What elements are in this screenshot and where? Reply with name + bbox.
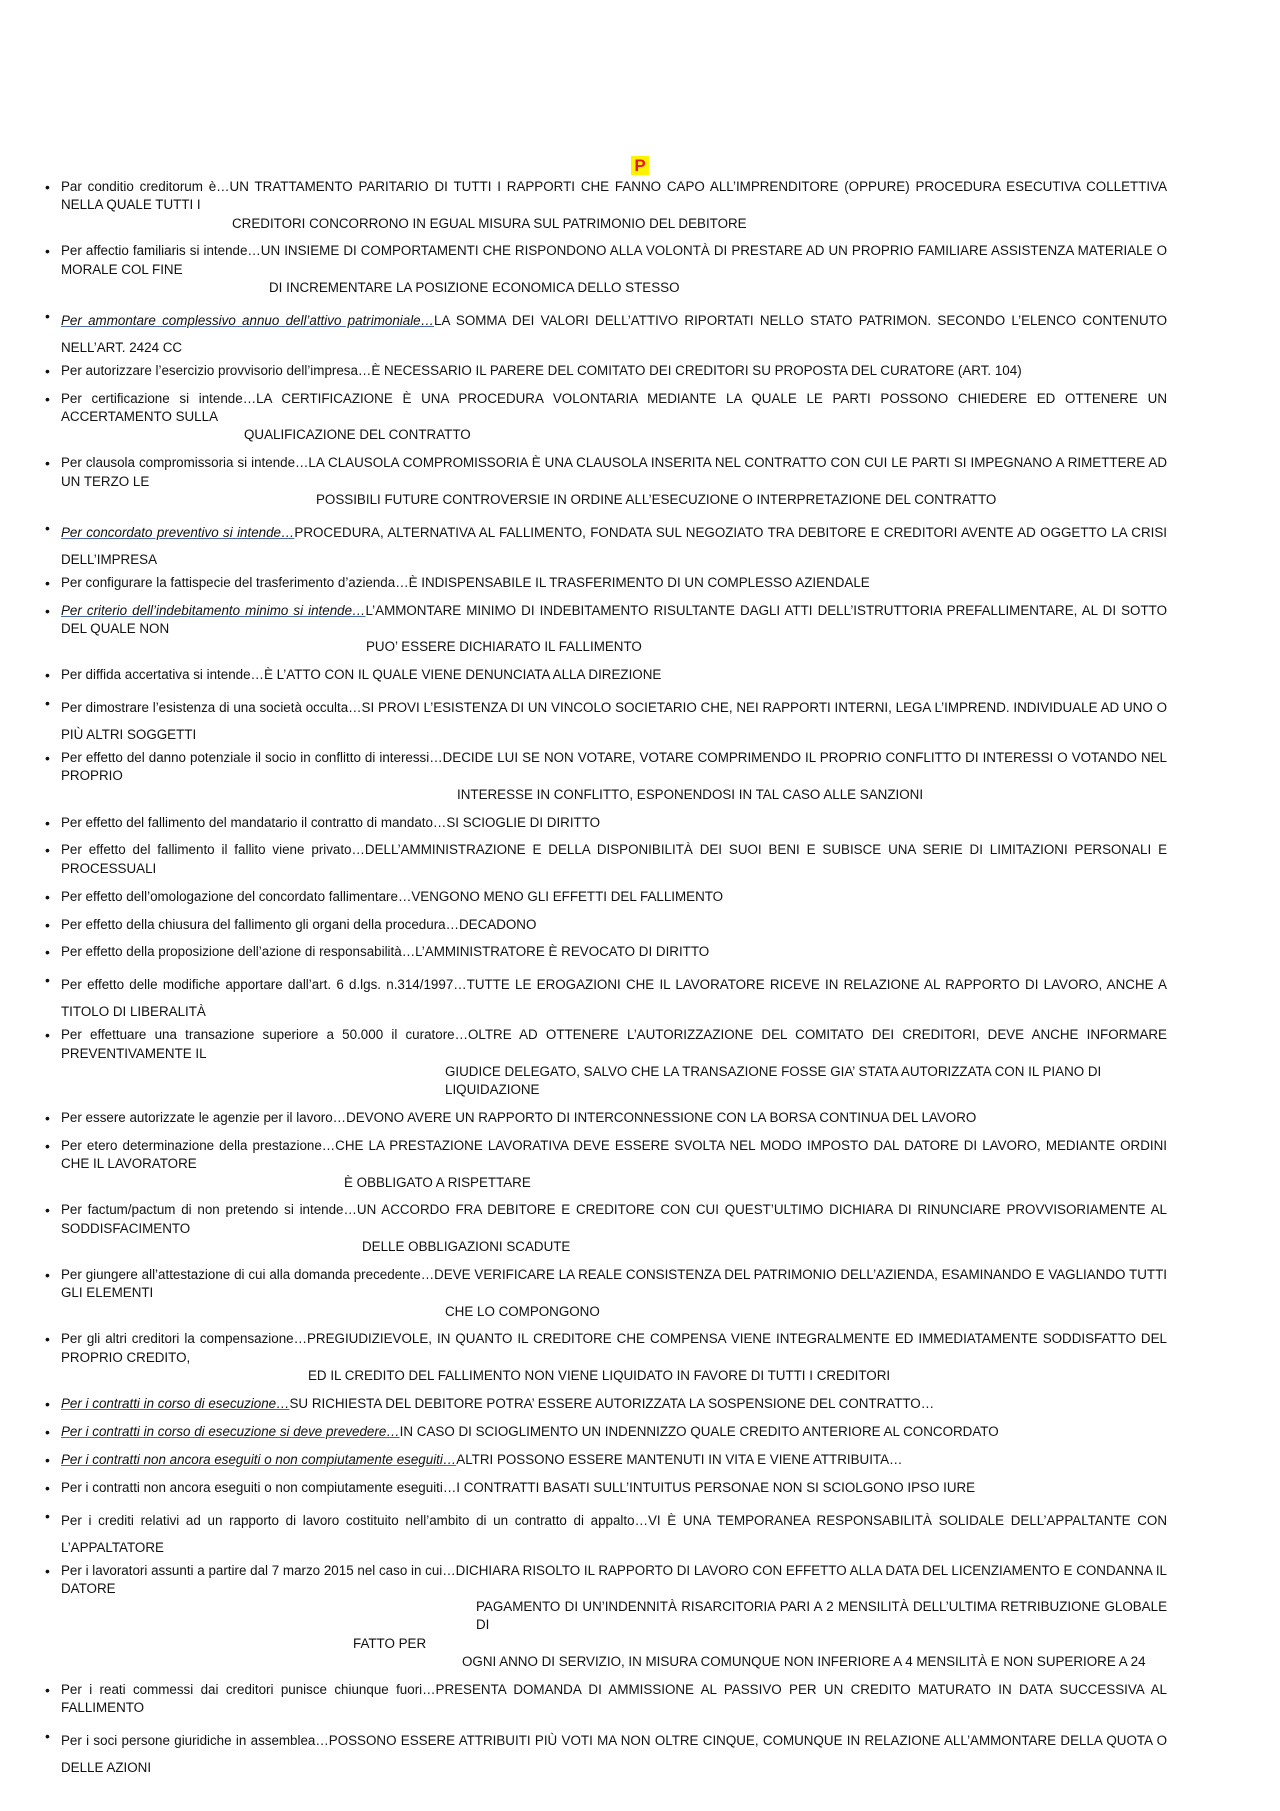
list-item: • Per i contratti non ancora eseguiti o non compiutamente eseguiti…I CONTRATTI BASATI SULL’INTUITUS PERSONAE NON SI SCIOLGONO IPSO IURE (45, 1479, 1167, 1497)
list-item: • Per i lavoratori assunti a partire dal 7 marzo 2015 nel caso in cui…DICHIARA RISOLTO IL RAPPORTO DI LAVORO CON EFFETTO ALLA DATA DEL LICENZIAMENTO E CONDANNA IL DATORE PAGAMENTO DI UN’INDENNITÀ RISARCITORIA PARI A 2 MENSILITÀ DELL’ULTIMA RETRIBUZIONE GLOBALE DI FATTO PER OGNI ANNO DI SERVIZIO, IN MISURA COMUNQUE NON INFERIORE A 4 MENSILITÀ E NON SUPERIORE A 24 (45, 1562, 1167, 1672)
list-item: • Per ammontare complessivo annuo dell’attivo patrimoniale…LA SOMMA DEI VALORI DELL’ATTIVO RIPORTATI NELLO STATO PATRIMON. SECONDO L’ELENCO CONTENUTO NELL’ART. 2424 CC (45, 307, 1167, 361)
list-item: • Per concordato preventivo si intende…PROCEDURA, ALTERNATIVA AL FALLIMENTO, FONDATA SUL NEGOZIATO TRA DEBITORE E CREDITORI AVENTE AD OGGETTO LA CRISI DELL’IMPRESA (45, 519, 1167, 573)
list-item: • Per effettuare una transazione superiore a 50.000 il curatore…OLTRE AD OTTENERE L’AUTORIZZAZIONE DEL COMITATO DEI CREDITORI, DEVE ANCHE INFORMARE PREVENTIVAMENTE IL GIUDICE DELEGATO, SALVO CHE LA TRANSAZIONE FOSSE GIA’ STATA AUTORIZZATA CON IL PIANO DI LIQUIDAZIONE (45, 1026, 1167, 1099)
list-item: • Per effetto delle modifiche apportare dall’art. 6 d.lgs. n.314/1997…TUTTE LE EROGAZIONI CHE IL LAVORATORE RICEVE IN RELAZIONE AL RAPPORTO DI LAVORO, ANCHE A TITOLO DI LIBERALITÀ (45, 971, 1167, 1025)
list-item: • Per i contratti non ancora eseguiti o non compiutamente eseguiti…ALTRI POSSONO ESSERE MANTENUTI IN VITA E VIENE ATTRIBUITA… (45, 1451, 1167, 1469)
list-item: • Per affectio familiaris si intende…UN INSIEME DI COMPORTAMENTI CHE RISPONDONO ALLA VOLONTÀ DI PRESTARE AD UN PROPRIO FAMILIARE ASSISTENZA MATERIALE O MORALE COL FINE DI INCREMENTARE LA POSIZIONE ECONOMICA DELLO STESSO (45, 242, 1167, 297)
list-item: • Per dimostrare l’esistenza di una società occulta…SI PROVI L’ESISTENZA DI UN VINCOLO SOCIETARIO CHE, NEI RAPPORTI INTERNI, LEGA L’IMPREND. INDIVIDUALE AD UNO O PIÙ ALTRI SOGGETTI (45, 694, 1167, 748)
list-item: • Per diffida accertativa si intende…È L’ATTO CON IL QUALE VIENE DENUNCIATA ALLA DIREZIONE (45, 666, 1167, 684)
list-item: • Per clausola compromissoria si intende…LA CLAUSOLA COMPROMISSORIA È UNA CLAUSOLA INSERITA NEL CONTRATTO CON CUI LE PARTI SI IMPEGNANO A RIMETTERE AD UN TERZO LE POSSIBILI FUTURE CONTROVERSIE IN ORDINE ALL’ESECUZIONE O INTERPRETAZIONE DEL CONTRATTO (45, 454, 1167, 509)
definitions-list (45, 178, 1167, 1782)
list-item: • Per effetto della chiusura del fallimento gli organi della procedura…DECADONO (45, 916, 1167, 934)
list-item: • Per i reati commessi dai creditori punisce chiunque fuori…PRESENTA DOMANDA DI AMMISSIONE AL PASSIVO PER UN CREDITO MATURATO IN DATA SUCCESSIVA AL FALLIMENTO (45, 1681, 1167, 1718)
list-item: • Per effetto del fallimento del mandatario il contratto di mandato…SI SCIOGLIE DI DIRITTO (45, 814, 1167, 832)
list-item: • Per i soci persone giuridiche in assemblea…POSSONO ESSERE ATTRIBUITI PIÙ VOTI MA NON OLTRE CINQUE, COMUNQUE IN RELAZIONE ALL’AMMONTARE DELLA QUOTA O DELLE AZIONI (45, 1727, 1167, 1781)
list-item: • Per i contratti in corso di esecuzione si deve prevedere…IN CASO DI SCIOGLIMENTO UN INDENNIZZO QUALE CREDITO ANTERIORE AL CONCORDATO (45, 1423, 1167, 1441)
list-item: • Per giungere all’attestazione di cui alla domanda precedente…DEVE VERIFICARE LA REALE CONSISTENZA DEL PATRIMONIO DELL’AZIENDA, ESAMINANDO E VAGLIANDO TUTTI GLI ELEMENTI CHE LO COMPONGONO (45, 1266, 1167, 1321)
section-letter-heading: P (0, 156, 1280, 176)
list-item: • Per etero determinazione della prestazione…CHE LA PRESTAZIONE LAVORATIVA DEVE ESSERE SVOLTA NEL MODO IMPOSTO DAL DATORE DI LAVORO, MEDIANTE ORDINI CHE IL LAVORATORE È OBBLIGATO A RISPETTARE (45, 1137, 1167, 1192)
list-item: • Per gli altri creditori la compensazione…PREGIUDIZIEVOLE, IN QUANTO IL CREDITORE CHE COMPENSA VIENE INTEGRALMENTE ED IMMEDIATAMENTE SODDISFATTO DEL PROPRIO CREDITO, ED IL CREDITO DEL FALLIMENTO NON VIENE LIQUIDATO IN FAVORE DI TUTTI I CREDITORI (45, 1330, 1167, 1385)
list-item: • Per configurare la fattispecie del trasferimento d’azienda…È INDISPENSABILE IL TRASFERIMENTO DI UN COMPLESSO AZIENDALE (45, 574, 1167, 592)
list-item: • Per effetto del fallimento il fallito viene privato…DELL’AMMINISTRAZIONE E DELLA DISPONIBILITÀ DEI SUOI BENI E SUBISCE UNA SERIE DI LIMITAZIONI PERSONALI E PROCESSUALI (45, 841, 1167, 878)
list-item: • Per factum/pactum di non pretendo si intende…UN ACCORDO FRA DEBITORE E CREDITORE CON CUI QUEST’ULTIMO DICHIARA DI RINUNCIARE PROVVISORIAMENTE AL SODDISFACIMENTO DELLE OBBLIGAZIONI SCADUTE (45, 1201, 1167, 1256)
list-item: • Per effetto della proposizione dell’azione di responsabilità…L’AMMINISTRATORE È REVOCATO DI DIRITTO (45, 943, 1167, 961)
list-item: • Per criterio dell’indebitamento minimo si intende…L’AMMONTARE MINIMO DI INDEBITAMENTO RISULTANTE DAGLI ATTI DELL’ISTRUTTORIA PREFALLIMENTARE, AL DI SOTTO DEL QUALE NON PUO’ ESSERE DICHIARATO IL FALLIMENTO (45, 602, 1167, 657)
list-item: • Par conditio creditorum è…UN TRATTAMENTO PARITARIO DI TUTTI I RAPPORTI CHE FANNO CAPO ALL’IMPRENDITORE (OPPURE) PROCEDURA ESECUTIVA COLLETTIVA NELLA QUALE TUTTI I CREDITORI CONCORRONO IN EGUAL MISURA SUL PATRIMONIO DEL DEBITORE (45, 178, 1167, 233)
list-item: • Per effetto dell’omologazione del concordato fallimentare…VENGONO MENO GLI EFFETTI DEL FALLIMENTO (45, 888, 1167, 906)
list-item: • Per i contratti in corso di esecuzione…SU RICHIESTA DEL DEBITORE POTRA’ ESSERE AUTORIZZATA LA SOSPENSIONE DEL CONTRATTO… (45, 1395, 1167, 1413)
list-item: • Per autorizzare l’esercizio provvisorio dell’impresa…È NECESSARIO IL PARERE DEL COMITATO DEI CREDITORI SU PROPOSTA DEL CURATORE (ART. 104) (45, 362, 1167, 380)
list-item: • Per effetto del danno potenziale il socio in conflitto di interessi…DECIDE LUI SE NON VOTARE, VOTARE COMPRIMENDO IL PROPRIO CONFLITTO DI INTERESSI O VOTANDO NEL PROPRIO INTERESSE IN CONFLITTO, ESPONENDOSI IN TAL CASO ALLE SANZIONI (45, 749, 1167, 804)
list-item: • Per i crediti relativi ad un rapporto di lavoro costituito nell’ambito di un contratto di appalto…VI È UNA TEMPORANEA RESPONSABILITÀ SOLIDALE DELL’APPALTANTE CON L’APPALTATORE (45, 1507, 1167, 1561)
list-item: • Per certificazione si intende…LA CERTIFICAZIONE È UNA PROCEDURA VOLONTARIA MEDIANTE LA QUALE LE PARTI POSSONO CHIEDERE ED OTTENERE UN ACCERTAMENTO SULLA QUALIFICAZIONE DEL CONTRATTO (45, 390, 1167, 445)
list-item: • Per essere autorizzate le agenzie per il lavoro…DEVONO AVERE UN RAPPORTO DI INTERCONNESSIONE CON LA BORSA CONTINUA DEL LAVORO (45, 1109, 1167, 1127)
